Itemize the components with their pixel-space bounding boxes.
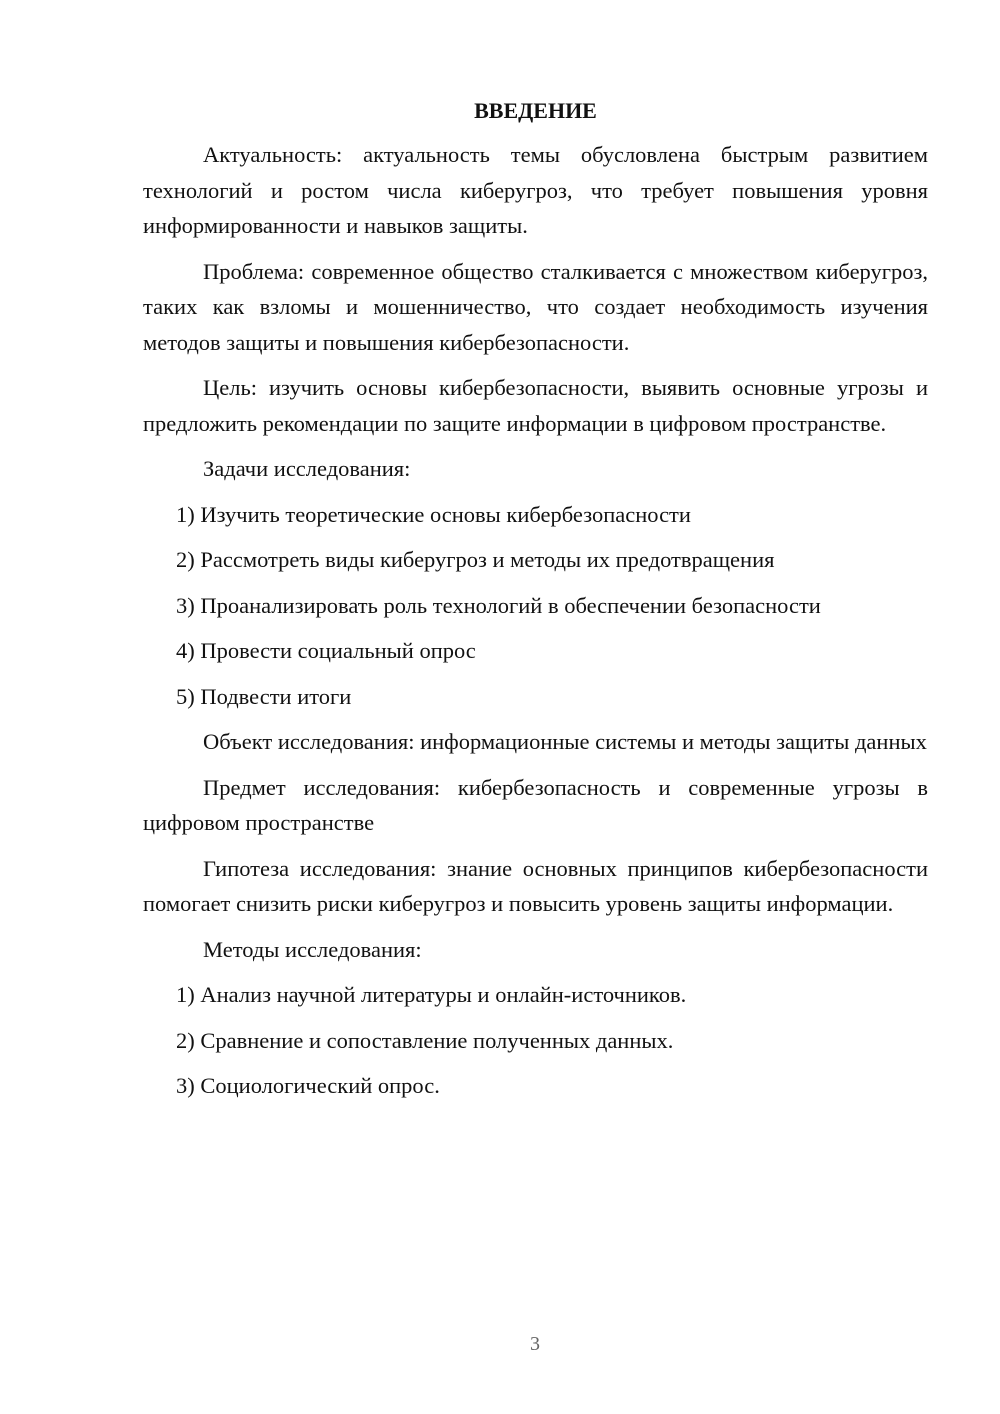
list-item: 5) Подвести итоги [176,683,352,709]
methods-heading: Методы исследования: [203,936,422,962]
relevance-paragraph: Актуальность: актуальность темы обусловлена быстрым развитием технологий и ростом числа киберугроз, что требует повышения уровня информированности и навыков защиты. [143,142,928,238]
list-item: 1) Изучить теоретические основы кибербезопасности [176,501,691,527]
goal-paragraph: Цель: изучить основы кибербезопасности, выявить основные угрозы и предложить рекомендации по защите информации в цифровом пространстве. [143,375,928,436]
tasks-heading: Задачи исследования: [203,456,411,481]
list-item: 3) Проанализировать роль технологий в обеспечении безопасности [176,592,821,618]
list-item: 2) Сравнение и сопоставление полученных данных. [176,1027,674,1053]
methods-list [143,977,928,1104]
object-paragraph: Объект исследования: информационные системы и методы защиты данных [203,729,927,754]
page-title: ВВЕДЕНИЕ [474,98,597,123]
tasks-list [143,497,928,715]
problem-paragraph: Проблема: современное общество сталкивается с множеством киберугроз, таких как взломы и мошенничество, что создает необходимость изучения методов защиты и повышения кибербезопасности. [143,258,928,355]
list-item: 3) Социологический опрос. [176,1073,440,1098]
hypothesis-paragraph: Гипотеза исследования: знание основных принципов кибербезопасности помогает снизить риски киберугроз и повысить уровень защиты информации. [143,855,928,916]
subject-paragraph: Предмет исследования: кибербезопасность и современные угрозы в цифровом пространстве [143,774,928,835]
page-content [143,95,928,1114]
list-item: 1) Анализ научной литературы и онлайн-источников. [176,982,687,1007]
list-item: 2) Рассмотреть виды киберугроз и методы их предотвращения [176,547,775,572]
list-item: 4) Провести социальный опрос [176,638,476,663]
page-number: 3 [530,1333,540,1355]
